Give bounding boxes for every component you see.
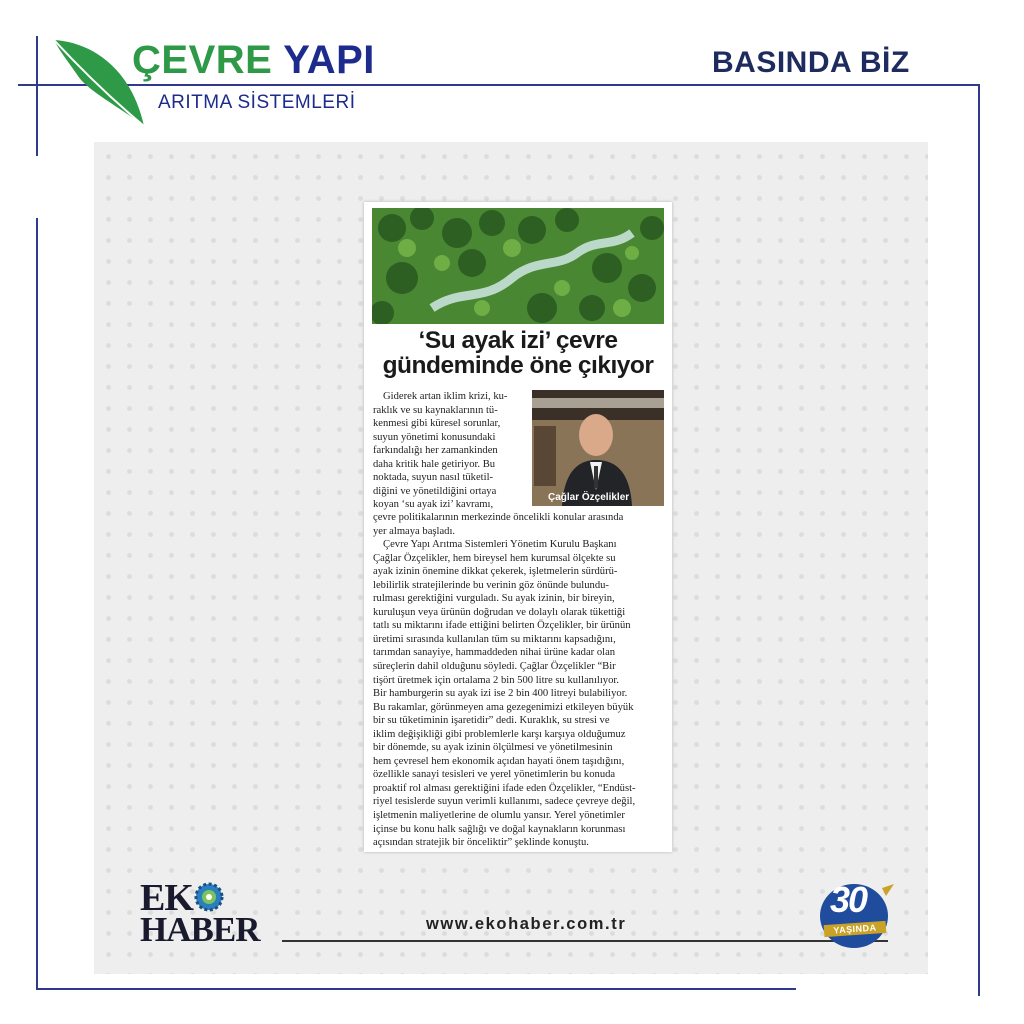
brand-part2: YAPI — [283, 38, 375, 82]
text-line: özellikle sanayi tesisleri ve yerel yönetimlerin bu konuda — [373, 769, 616, 781]
frame-line-right — [978, 84, 980, 996]
text-line: bir dönemde, su ayak izinin ölçülmesi ve yönetilmesinin — [373, 742, 613, 754]
text-line: hem çevresel hem ekonomik açıdan hayati önem taşıdığını, — [373, 755, 625, 767]
brand-name — [132, 38, 375, 83]
text-line: Bir hamburgerin su ayak izi ise 2 bin 400 litreyi bulabiliyor. — [373, 688, 628, 700]
text-line: ayak izinin önemine dikkat çekerek, işletmelerin sürdürü- — [373, 566, 618, 578]
header-divider — [18, 84, 980, 86]
badge-label: YAŞINDA — [824, 921, 887, 937]
photo-caption: Çağlar Özçelikler — [548, 492, 630, 503]
frame-line-left — [36, 218, 38, 988]
text-line: proaktif rol alması gerektiğini ifade eden Özçelikler, “Endüst- — [373, 782, 636, 794]
text-line: tarımdan sanayiye, hammaddeden nihai ürüne kadar olan — [373, 647, 616, 659]
text-line: diğini ve yönetildiğini ortaya — [373, 485, 497, 497]
text-line: süreçlerin dahil olduğunu söyledi. Çağlar Özçelikler “Bir — [373, 661, 616, 673]
eko-logo-top: EK — [140, 877, 193, 919]
text-line: bir su tüketiminin işaretidir” dedi. Kuraklık, su stresi ve — [373, 715, 610, 727]
text-line: tişört üretmek için ortalama 2 bin 500 litre su kullanılıyor. — [373, 674, 619, 686]
text-line: yer almaya başladı. — [373, 525, 456, 537]
brand-part1: ÇEVRE — [132, 38, 273, 82]
website-url: www.ekohaber.com.tr — [426, 915, 627, 933]
eko-logo-bottom: HABER — [140, 910, 260, 949]
headline-line-1: ‘Su ayak izi’ çevre — [418, 327, 618, 354]
text-line: Çağlar Özçelikler, hem bireysel hem kurumsal ölçekte su — [373, 552, 616, 564]
text-line: üretimi sırasında kullanılan tüm su miktarını kapsadığını, — [373, 633, 616, 645]
text-line: lebilirlik stratejilerinde bu verinin göz önünde bulundu- — [373, 579, 609, 591]
text-line: daha kritik hale getiriyor. Bu — [373, 458, 496, 470]
section-title: BASINDA BİZ — [712, 46, 910, 79]
article-headline — [364, 328, 672, 378]
text-line: riyel tesislerde suyun verimli kullanımı, sadece çevreye değil, — [373, 796, 636, 808]
newspaper-clipping — [364, 202, 672, 852]
text-line: noktada, suyun nasıl tüketil- — [373, 472, 494, 483]
text-line: tatlı su miktarını ifade ettiğini belirten Özçelikler, bir ürünün — [373, 620, 631, 632]
text-line: farkındalığı her zamankinden — [373, 445, 498, 456]
text-line: Çevre Yapı Arıtma Sistemleri Yönetim Kurulu Başkanı — [383, 539, 617, 551]
text-line: açısından stratejik bir önceliktir” şeklinde konuştu. — [373, 837, 589, 849]
article-column-text — [373, 390, 527, 512]
badge-number: 30 — [830, 879, 867, 920]
footer-divider — [282, 940, 888, 942]
gear-icon — [194, 882, 224, 912]
text-line: kuruluşun veya ürünün doğrudan ve dolaylı olarak tükettiği — [373, 606, 626, 618]
text-line: raklık ve su kaynaklarının tü- — [373, 404, 498, 416]
text-line: koyan ‘su ayak izi’ kavramı, — [373, 499, 494, 510]
text-line: içinse bu konu halk sağlığı ve doğal kaynakların korunması — [373, 823, 626, 835]
portrait-photo — [532, 390, 664, 506]
text-line: rulması gerektiğini vurguladı. Su ayak izinin, bir bireyin, — [373, 593, 615, 605]
text-line: suyun yönetimi konusundaki — [373, 431, 496, 443]
text-line: işletmenin maliyetlerine de olumlu yansır. Yerel yönetimler — [373, 810, 625, 822]
text-line: çevre politikalarının merkezinde öncelikli konular arasında — [373, 512, 624, 523]
headline-line-2: gündeminde öne çıkıyor — [382, 352, 654, 379]
article-body-text — [373, 511, 667, 850]
text-line: Bu rakamlar, görünmeyen ama gezegenimizi etkileyen büyük — [373, 701, 634, 713]
frame-line-top-left — [36, 36, 38, 156]
forest-aerial-image — [372, 208, 664, 324]
text-line: kenmesi gibi küresel sorunlar, — [373, 418, 501, 429]
frame-line-bottom — [36, 988, 796, 990]
text-line: Giderek artan iklim krizi, ku- — [383, 391, 508, 402]
text-line: iklim değişikliği gibi problemlerle karşı karşıya olduğumuz — [373, 728, 626, 740]
brand-subtitle: ARITMA SİSTEMLERİ — [158, 92, 356, 113]
